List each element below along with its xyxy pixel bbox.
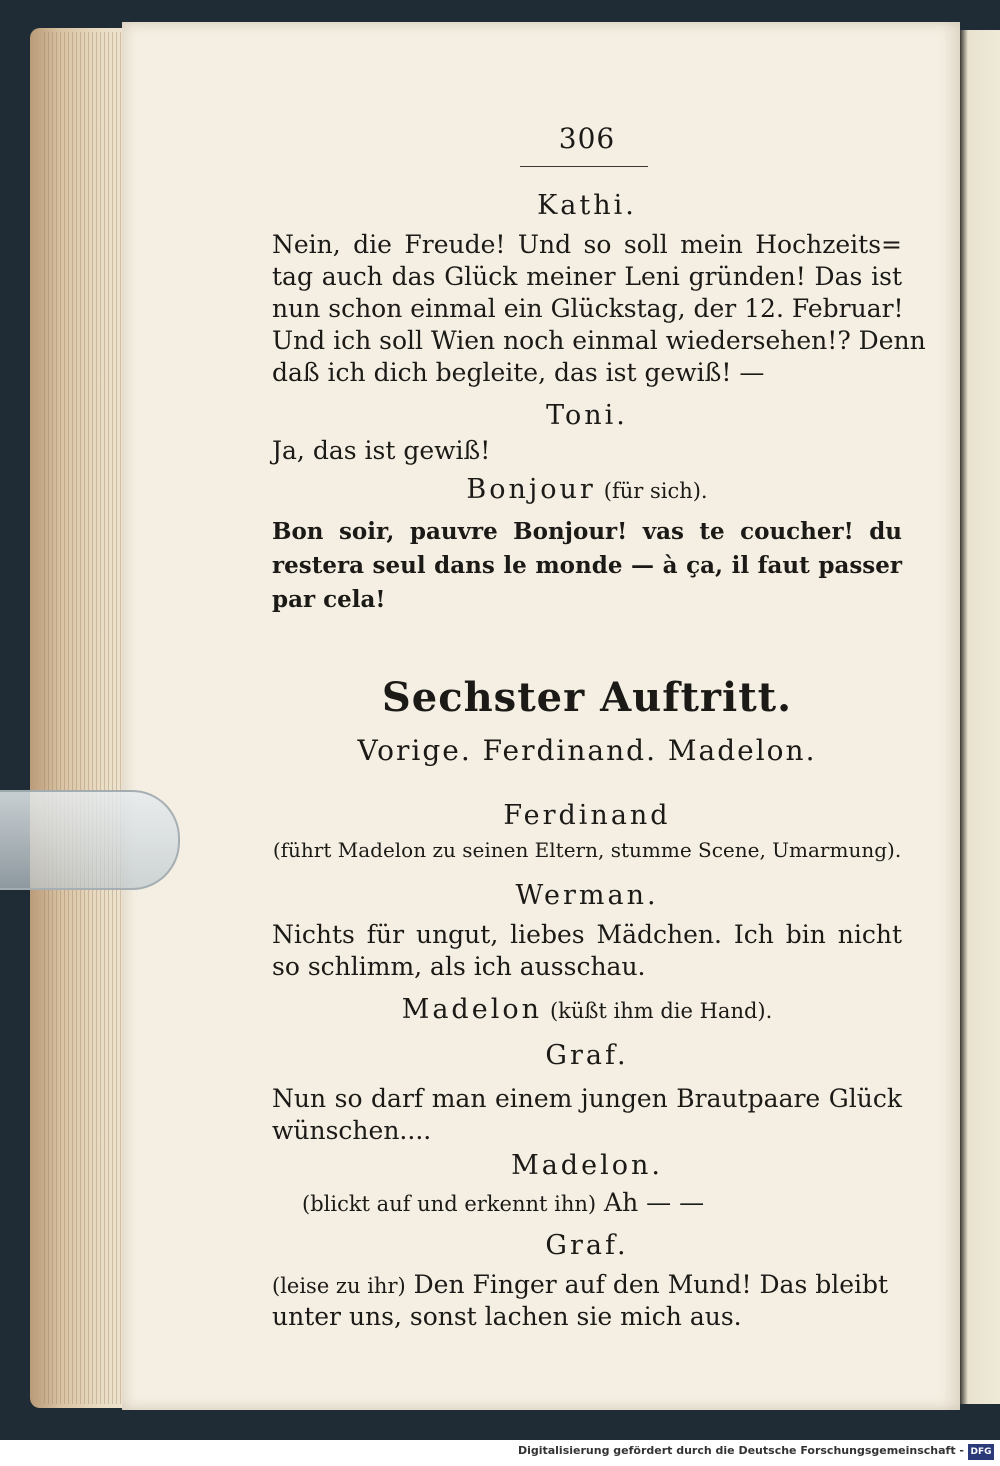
page-holder-clip (0, 790, 180, 890)
text-line: wünschen.... (272, 1116, 432, 1145)
cast-list: Vorige. Ferdinand. Madelon. (357, 734, 817, 767)
text-line: Ja, das ist gewiß! (272, 436, 491, 465)
speaker-toni: Toni. (546, 400, 628, 431)
text-line: Nein, die Freude! Und so soll mein Hochzeits= (272, 230, 902, 259)
funding-credit: Digitalisierung gefördert durch die Deutsche Forschungsgemeinschaft - (517, 1444, 964, 1457)
text-line: Und ich soll Wien noch einmal wiedersehen!? Denn (272, 326, 926, 355)
page-number-rule (520, 166, 648, 167)
speaker-graf: Graf. (545, 1040, 629, 1071)
speaker-bonjour: Bonjour (466, 474, 596, 505)
stage-line (272, 1188, 902, 1217)
text-line: daß ich dich begleite, das ist gewiß! — (272, 358, 765, 387)
stage-direction: (leise zu ihr) (272, 1274, 406, 1298)
speaker-madelon: Madelon (401, 994, 542, 1025)
text-line: nun schon einmal ein Glückstag, der 12. Februar! (272, 294, 904, 323)
text-line: Nun so darf man einem jungen Brautpaare Glück (272, 1084, 902, 1113)
text-line: tag auch das Glück meiner Leni gründen! Das ist (272, 262, 902, 291)
text-line: unter uns, sonst lachen sie mich aus. (272, 1302, 742, 1331)
text-line: Nichts für ungut, liebes Mädchen. Ich bin nicht (272, 920, 902, 949)
book-page-edge-lines (44, 32, 124, 1404)
facing-page-edge (960, 30, 1000, 1404)
stage-direction: (für sich). (603, 479, 708, 503)
stage-direction: (küßt ihm die Hand). (549, 999, 773, 1023)
text-span: Ah — — (604, 1188, 705, 1217)
speaker-werman: Werman. (515, 880, 659, 911)
scene-heading: Sechster Auftritt. (381, 674, 793, 721)
footer-bar (0, 1440, 1000, 1466)
page-number: 306 (558, 122, 616, 155)
stage-direction: (führt Madelon zu seinen Eltern, stumme Scene, Umarmung). (272, 838, 902, 862)
text-line-french: restera seul dans le monde — à ça, il faut passer (272, 552, 902, 579)
stage-direction: (blickt auf und erkennt ihn) (302, 1192, 597, 1216)
speaker-kathi: Kathi. (537, 190, 637, 221)
text-span: Den Finger auf den Mund! Das bleibt (413, 1270, 889, 1299)
speaker-bonjour-line (272, 474, 902, 505)
speaker-madelon-line (272, 994, 902, 1025)
dfg-logo: DFG (968, 1444, 994, 1460)
text-line-french: par cela! (272, 586, 386, 613)
text-line-french: Bon soir, pauvre Bonjour! vas te coucher! du (272, 518, 902, 545)
speaker-ferdinand: Ferdinand (503, 800, 671, 831)
speaker-madelon: Madelon. (511, 1150, 663, 1181)
speaker-graf: Graf. (545, 1230, 629, 1261)
book-page (122, 22, 960, 1410)
text-line: so schlimm, als ich ausschau. (272, 952, 646, 981)
stage-line (272, 1270, 902, 1299)
